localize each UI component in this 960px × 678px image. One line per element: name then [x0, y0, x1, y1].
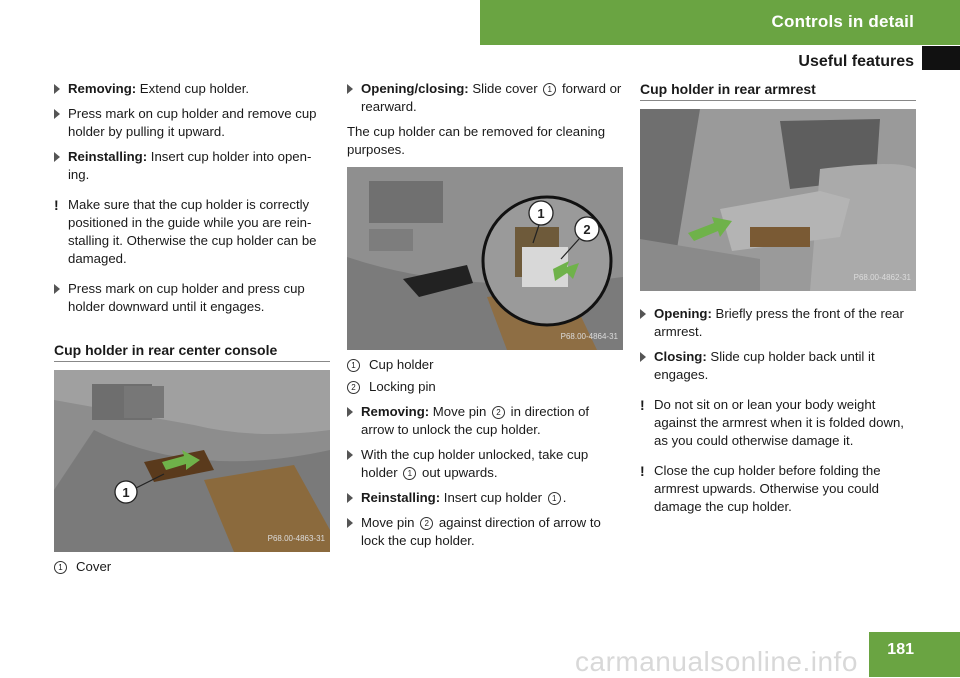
instruction-removing — [54, 80, 330, 98]
instruction-opening-closing — [347, 80, 623, 116]
section-title: Useful features — [798, 53, 914, 70]
armrest-illustration — [640, 109, 916, 291]
instruction-text: Insert cup holder into open-ing. — [68, 149, 312, 182]
instruction-label: Reinstalling: — [68, 149, 148, 164]
instruction-text: Slide cup holder back until it engages. — [654, 349, 875, 382]
warning-icon: ! — [640, 397, 645, 413]
arrow-bullet-icon — [347, 407, 353, 417]
instruction-text: Move pin — [429, 404, 490, 419]
section-heading: Cup holder in rear armrest — [640, 80, 916, 101]
instruction-label: Removing: — [361, 404, 430, 419]
warning-note — [54, 196, 330, 268]
photo-code: P68.00-4864-31 — [560, 332, 618, 341]
callout-number: 1 — [54, 561, 67, 574]
page-number: 181 — [887, 641, 914, 658]
column-left — [54, 80, 330, 580]
instruction-text: Press mark on cup holder and remove cup holder by pulling it upward. — [68, 106, 317, 139]
watermark: carmanualsonline.info — [575, 646, 858, 677]
instruction-label: Removing: — [68, 81, 137, 96]
callout-number: 2 — [420, 517, 433, 530]
section-heading: Cup holder in rear center console — [54, 341, 330, 362]
svg-text:1: 1 — [122, 485, 130, 500]
paragraph: The cup holder can be removed for cleaning purposes. — [347, 124, 606, 157]
arrow-bullet-icon — [347, 84, 353, 94]
instruction-press-mark — [54, 105, 330, 141]
air-vent — [369, 181, 443, 223]
instruction-text: Extend cup holder. — [136, 81, 250, 96]
arrow-bullet-icon — [640, 352, 646, 362]
arrow-bullet-icon — [347, 450, 353, 460]
photo-rear-armrest — [640, 109, 916, 291]
legend-item — [54, 558, 330, 576]
section-tab-marker — [922, 46, 960, 70]
instruction-label: Opening/closing: — [361, 81, 469, 96]
chapter-header-bar — [480, 0, 960, 45]
warning-icon: ! — [54, 197, 59, 213]
chapter-title: Controls in detail — [771, 12, 914, 31]
callout-number: 1 — [543, 83, 556, 96]
callout-number: 1 — [548, 492, 561, 505]
column-middle — [347, 80, 623, 557]
svg-text:2: 2 — [583, 222, 591, 237]
instruction-text: Press mark on cup holder and press cup holder downward until it engages. — [68, 281, 305, 314]
instruction-label: Opening: — [654, 306, 712, 321]
arrow-bullet-icon — [347, 518, 353, 528]
photo-rear-console — [54, 370, 330, 552]
instruction-step — [347, 489, 623, 507]
warning-text: Close the cup holder before folding the armrest upwards. Otherwise you could damage the cup holder. — [654, 463, 881, 514]
arrow-bullet-icon — [54, 109, 60, 119]
instruction-text: Move pin — [361, 515, 419, 530]
warning-icon: ! — [640, 463, 645, 479]
instruction-text: Slide cover — [468, 81, 542, 96]
svg-text:1: 1 — [537, 206, 545, 221]
callout-number: 2 — [347, 381, 360, 394]
instruction-text: forward or rearward. — [361, 81, 622, 114]
legend-text: Locking pin — [369, 379, 436, 394]
instruction-text: With the cup holder unlocked, take cup holder — [361, 447, 589, 480]
instruction-step — [347, 446, 623, 482]
instruction-press-down — [54, 280, 330, 316]
photo-cup-holder-detail — [347, 167, 623, 350]
instruction-reinstalling — [54, 148, 330, 184]
legend-text: Cup holder — [369, 357, 434, 372]
instruction-step — [347, 403, 623, 439]
instruction-closing — [640, 348, 916, 384]
warning-text: Do not sit on or lean your body weight against the armrest when it is folded down, as you could otherwise damage it. — [654, 397, 904, 448]
air-vent-right — [124, 386, 164, 418]
console-illustration — [54, 370, 330, 552]
instruction-step — [347, 514, 623, 550]
arrow-bullet-icon — [54, 284, 60, 294]
warning-note — [640, 396, 916, 450]
arrow-bullet-icon — [640, 309, 646, 319]
photo-code: P68.00-4862-31 — [853, 273, 911, 282]
callout-number: 1 — [403, 467, 416, 480]
warning-text: Make sure that the cup holder is correctly positioned in the guide while you are rein-stalling it. Otherwise the cup holder can be damaged. — [68, 197, 317, 266]
arrow-bullet-icon — [54, 84, 60, 94]
instruction-text: Insert cup holder — [440, 490, 546, 505]
cup-holder-illustration — [347, 167, 623, 350]
callout-number: 1 — [347, 359, 360, 372]
instruction-text: . — [562, 490, 567, 505]
legend-item — [347, 356, 623, 374]
column-right — [640, 80, 916, 528]
photo-code: P68.00-4863-31 — [267, 534, 325, 543]
legend-text: Cover — [76, 559, 112, 574]
page-number-box — [869, 632, 960, 677]
warning-note — [640, 462, 916, 516]
callout-number: 2 — [492, 406, 505, 419]
instruction-text: out upwards. — [418, 465, 498, 480]
wood-trim — [750, 227, 810, 247]
instruction-text: against direction of arrow to lock the cup holder. — [361, 515, 601, 548]
instruction-text: in direction of arrow to unlock the cup holder. — [361, 404, 590, 437]
instruction-label: Closing: — [654, 349, 707, 364]
arrow-bullet-icon — [347, 493, 353, 503]
instruction-opening — [640, 305, 916, 341]
instruction-text: Briefly press the front of the rear armrest. — [654, 306, 904, 339]
arrow-bullet-icon — [54, 152, 60, 162]
instruction-label: Reinstalling: — [361, 490, 441, 505]
legend-item — [347, 378, 623, 396]
